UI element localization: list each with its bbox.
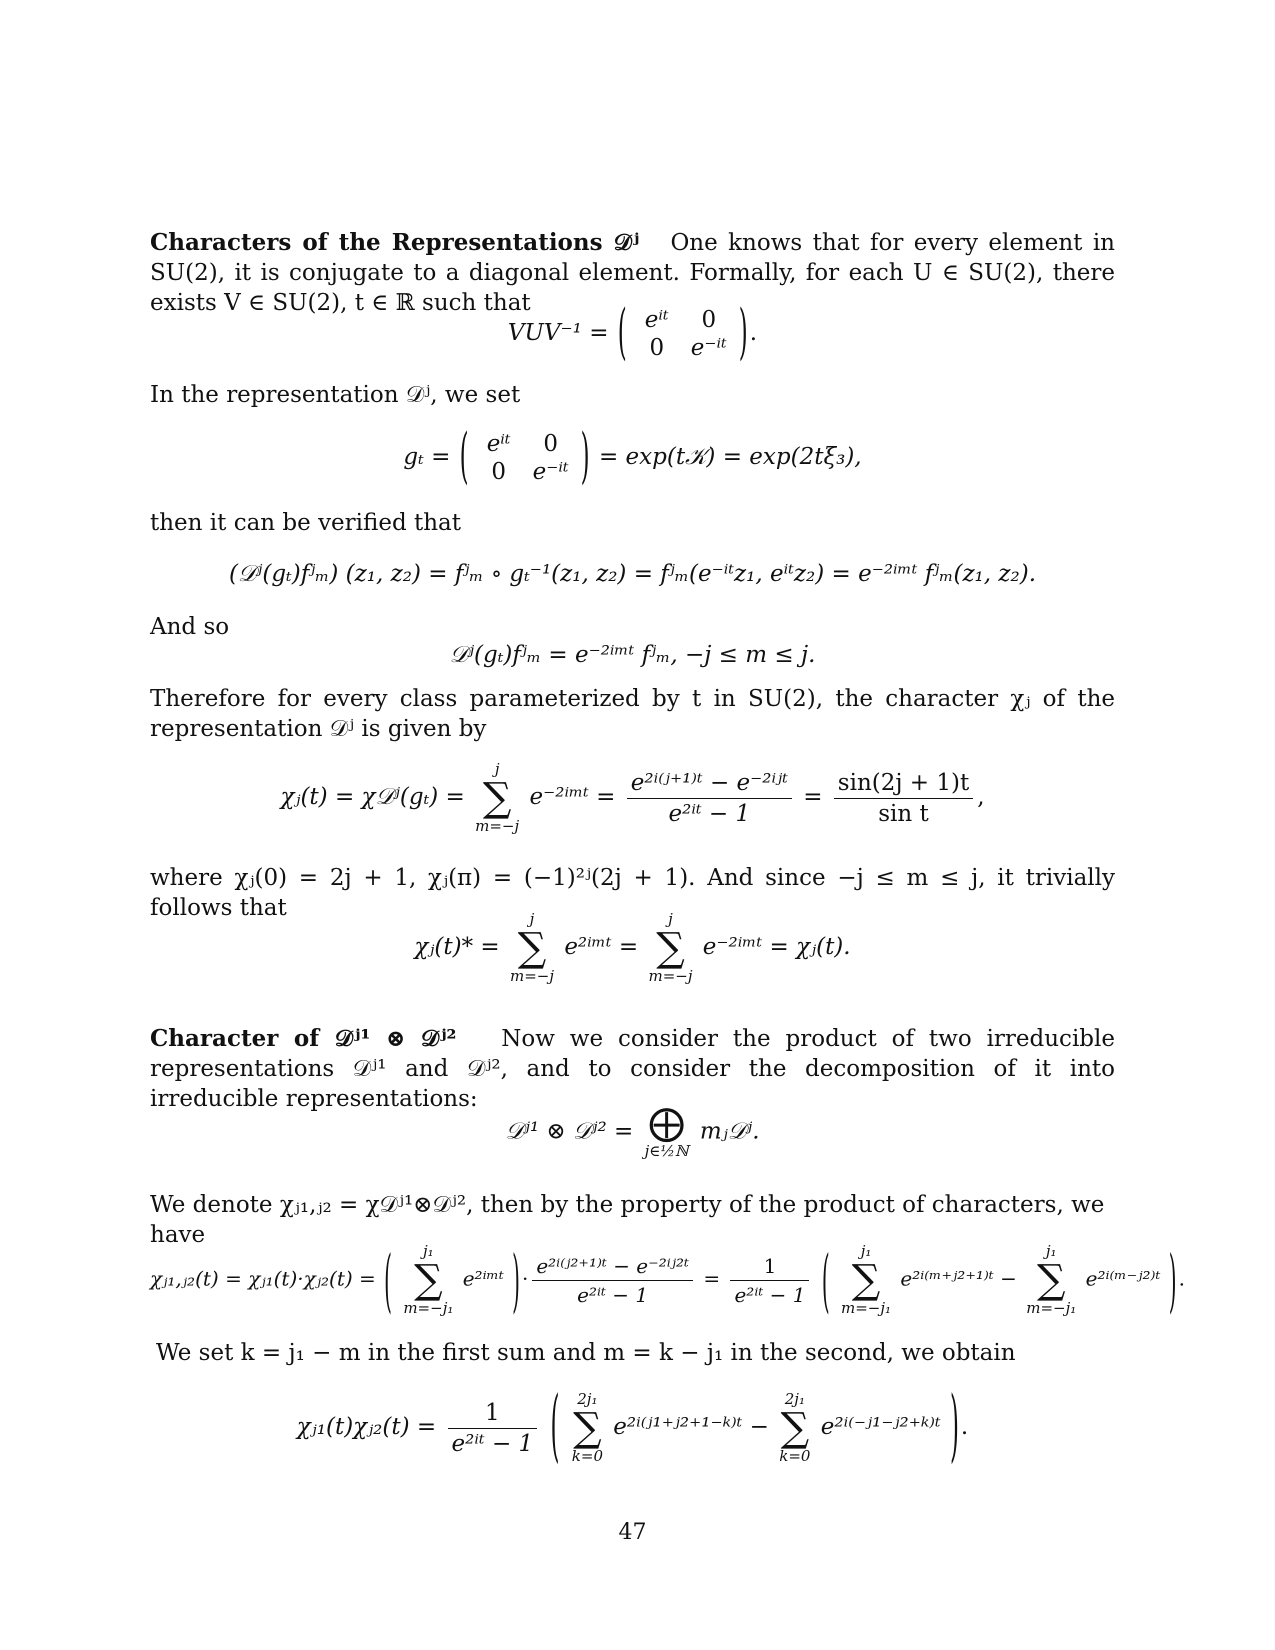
- minus-sign: −: [1000, 1266, 1017, 1291]
- equals-sign: =: [803, 784, 823, 810]
- right-paren: ): [580, 424, 590, 492]
- matrix-entry-11: eⁱᵗ: [486, 431, 511, 457]
- matrix-entry-21: 0: [649, 335, 665, 361]
- matrix-entry-11: eⁱᵗ: [644, 307, 669, 333]
- sum-upper-limit: j₁: [1045, 1242, 1057, 1260]
- sigma-symbol: ∑: [656, 925, 685, 971]
- sum-term: e²ⁱ⁽ᵐ⁻ʲ²⁾ᵗ: [1085, 1266, 1161, 1291]
- summation: [572, 1392, 603, 1464]
- fraction-numerator: 1: [448, 1400, 538, 1429]
- matrix-entry-22: e⁻ⁱᵗ: [532, 459, 569, 485]
- sigma-symbol: ∑: [414, 1257, 443, 1303]
- sum-term: e⁻²ⁱᵐᵗ: [702, 934, 763, 960]
- minus-sign: −: [749, 1414, 769, 1440]
- paragraph-values: where χⱼ(0) = 2j + 1, χⱼ(π) = (−1)²ʲ(2j + 1). And since −j ≤ m ≤ j, it trivially follows that: [150, 865, 1115, 921]
- oplus-symbol: ⨁: [648, 1103, 685, 1144]
- section-heading-product: Character of 𝒟ʲ¹ ⊗ 𝒟ʲ²: [150, 1025, 457, 1052]
- product-text: Now we consider the product of two irreducible representations 𝒟ʲ¹ and 𝒟ʲ², and to consider the decomposition of it into irreducible representations:: [150, 1026, 1115, 1112]
- sum-lower-limit: m=−j: [475, 817, 520, 835]
- direct-sum: [644, 1103, 689, 1160]
- sigma-symbol: ∑: [482, 775, 512, 821]
- equation-lhs: VUV⁻¹ =: [507, 320, 609, 346]
- fraction-prefactor: [730, 1254, 809, 1307]
- fraction-numerator: e²ⁱ⁽ʲ⁺¹⁾ᵗ − e⁻²ⁱʲᵗ: [627, 770, 792, 799]
- left-paren: (: [384, 1239, 392, 1321]
- paragraph-denote: We denote χⱼ₁,ⱼ₂ = χ𝒟ʲ¹⊗𝒟ʲ², then by the property of the product of characters, we have: [150, 1192, 1105, 1248]
- right-paren: ): [738, 300, 748, 368]
- fraction-denominator: e²ⁱᵗ − 1: [451, 1430, 534, 1457]
- summation: [475, 762, 519, 834]
- equation-lhs: gₜ =: [403, 444, 451, 470]
- diagonal-matrix: [473, 430, 577, 486]
- equation-rhs: mⱼ𝒟ʲ.: [699, 1118, 760, 1145]
- sigma-symbol: ∑: [1036, 1257, 1066, 1303]
- paragraph-and-so: And so: [150, 614, 230, 640]
- equation-final: [150, 1383, 1115, 1473]
- left-paren: (: [550, 1383, 560, 1473]
- summation: [841, 1244, 891, 1316]
- fraction-geometric: [627, 770, 792, 827]
- equation-lhs: χⱼ₁,ⱼ₂(t) = χⱼ₁(t)·χⱼ₂(t) =: [150, 1266, 376, 1291]
- sigma-symbol: ∑: [851, 1257, 881, 1303]
- sum-lower-limit: m=−j: [648, 967, 693, 985]
- right-paren: ): [949, 1383, 959, 1473]
- fraction-sine: [834, 770, 973, 827]
- equation-rhs: = χⱼ(t).: [769, 934, 851, 960]
- summation: [510, 912, 554, 984]
- equation-action: (𝒟ʲ(gₜ)fʲₘ) (z₁, z₂) = fʲₘ ∘ gₜ⁻¹(z₁, z₂) = fʲₘ(e⁻ⁱᵗz₁, eⁱᵗz₂) = e⁻²ⁱᵐᵗ fʲₘ(z₁, z₂).: [228, 561, 1037, 587]
- sum-lower-limit: m=−j: [509, 967, 554, 985]
- diagonal-matrix: [631, 306, 735, 362]
- equation-gt: [150, 424, 1115, 492]
- sigma-symbol: ∑: [573, 1405, 602, 1451]
- sum-upper-limit: j₁: [423, 1242, 434, 1260]
- fraction-denominator: sin t: [878, 800, 929, 827]
- equation-lhs: χⱼ₁(t)χⱼ₂(t) =: [296, 1414, 437, 1440]
- fraction-numerator: e²ⁱ⁽ʲ²⁺¹⁾ᵗ − e⁻²ⁱʲ²ᵗ: [532, 1254, 693, 1281]
- sum-upper-limit: j: [529, 910, 535, 928]
- summation: [403, 1244, 453, 1316]
- paragraph-character: Therefore for every class parameterized by t in SU(2), the character χⱼ of the representation 𝒟ʲ is given by: [150, 686, 1115, 742]
- equation-lhs: χⱼ(t)* =: [414, 934, 500, 960]
- paragraph-verified: then it can be verified that: [150, 510, 462, 536]
- matrix-entry-21: 0: [491, 459, 506, 485]
- left-paren: (: [821, 1239, 830, 1321]
- fraction-numerator: 1: [730, 1254, 809, 1281]
- sum-upper-limit: 2j₁: [577, 1390, 598, 1408]
- equation-lhs: χⱼ(t) = χ𝒟ʲ(gₜ) =: [280, 784, 465, 810]
- sum-upper-limit: j: [668, 910, 673, 928]
- equation-product-character: [150, 1239, 1185, 1321]
- intro-text: One knows that for every element in SU(2), it is conjugate to a diagonal element. Formally, for each U ∈ SU(2), there exists V ∈ SU(2), t ∈ ℝ such that: [150, 230, 1115, 316]
- equation-lhs: 𝒟ʲ¹ ⊗ 𝒟ʲ² =: [505, 1118, 634, 1145]
- right-paren: ): [1168, 1239, 1177, 1321]
- equation-punct: .: [960, 1414, 969, 1440]
- sum-term: e⁻²ⁱᵐᵗ: [529, 784, 589, 810]
- matrix-entry-12: 0: [543, 431, 558, 457]
- sum-lower-limit: m=−j₁: [403, 1299, 454, 1317]
- equation-punct: .: [749, 320, 758, 346]
- fraction-denominator: e²ⁱᵗ − 1: [577, 1282, 649, 1307]
- equation-conjugate-character: [150, 912, 1115, 984]
- equation-punct: ,: [977, 784, 985, 810]
- equation-conjugation: [150, 300, 1115, 368]
- equation-rhs: = exp(t𝒦) = exp(2tξ₃),: [598, 444, 862, 470]
- equation-eigen: 𝒟ʲ(gₜ)fʲₘ = e⁻²ⁱᵐᵗ fʲₘ, −j ≤ m ≤ j.: [449, 642, 816, 668]
- fraction-denominator: e²ⁱᵗ − 1: [668, 800, 751, 827]
- direct-sum-index: j∈½ℕ: [644, 1142, 689, 1160]
- sum-upper-limit: j: [494, 760, 500, 778]
- section-heading-characters: Characters of the Representations 𝒟ʲ: [150, 229, 640, 256]
- sum-upper-limit: 2j₁: [784, 1390, 805, 1408]
- sum-upper-limit: j₁: [860, 1242, 872, 1260]
- paragraph-substitution: We set k = j₁ − m in the first sum and m = k − j₁ in the second, we obtain: [156, 1340, 1016, 1366]
- sum-lower-limit: k=0: [571, 1447, 603, 1465]
- equation-decomposition: [150, 1103, 1115, 1160]
- sum-term: e²ⁱ⁽ʲ¹⁺ʲ²⁺¹⁻ᵏ⁾ᵗ: [613, 1414, 743, 1440]
- paragraph-intro: [150, 228, 1115, 318]
- sum-term: e²ⁱᵐᵗ: [564, 934, 612, 960]
- matrix-entry-12: 0: [701, 307, 717, 333]
- sum-lower-limit: m=−j₁: [841, 1299, 892, 1317]
- fraction-prefactor: [448, 1400, 538, 1457]
- sigma-symbol: ∑: [517, 925, 547, 971]
- equation-character: [150, 762, 1115, 834]
- right-paren: ): [512, 1239, 520, 1321]
- summation: [779, 1392, 810, 1464]
- sum-term: e²ⁱ⁽ᵐ⁺ʲ²⁺¹⁾ᵗ: [900, 1266, 994, 1291]
- equals-sign: =: [703, 1266, 721, 1291]
- fraction-numerator: sin(2j + 1)t: [834, 770, 973, 799]
- left-paren: (: [617, 300, 627, 368]
- page-number: 47: [618, 1520, 647, 1545]
- matrix-entry-22: e⁻ⁱᵗ: [690, 335, 727, 361]
- equals-sign: =: [618, 934, 639, 960]
- fraction-denominator: e²ⁱᵗ − 1: [734, 1282, 806, 1307]
- equals-sign: =: [596, 784, 616, 810]
- fraction-geometric: [532, 1254, 693, 1307]
- sum-lower-limit: m=−j₁: [1026, 1299, 1077, 1317]
- sigma-symbol: ∑: [780, 1405, 810, 1451]
- equation-punct: .: [1178, 1266, 1185, 1291]
- product-dot: ·: [521, 1266, 529, 1291]
- left-paren: (: [459, 424, 469, 492]
- paragraph-representation: In the representation 𝒟ʲ, we set: [150, 382, 521, 408]
- document-page: [150, 0, 1185, 1650]
- sum-term: e²ⁱᵐᵗ: [462, 1266, 504, 1291]
- sum-lower-limit: k=0: [779, 1447, 811, 1465]
- summation: [1026, 1244, 1076, 1316]
- paragraph-product: [150, 1024, 1115, 1114]
- sum-term: e²ⁱ⁽⁻ʲ¹⁻ʲ²⁺ᵏ⁾ᵗ: [820, 1414, 941, 1440]
- summation: [648, 912, 692, 984]
